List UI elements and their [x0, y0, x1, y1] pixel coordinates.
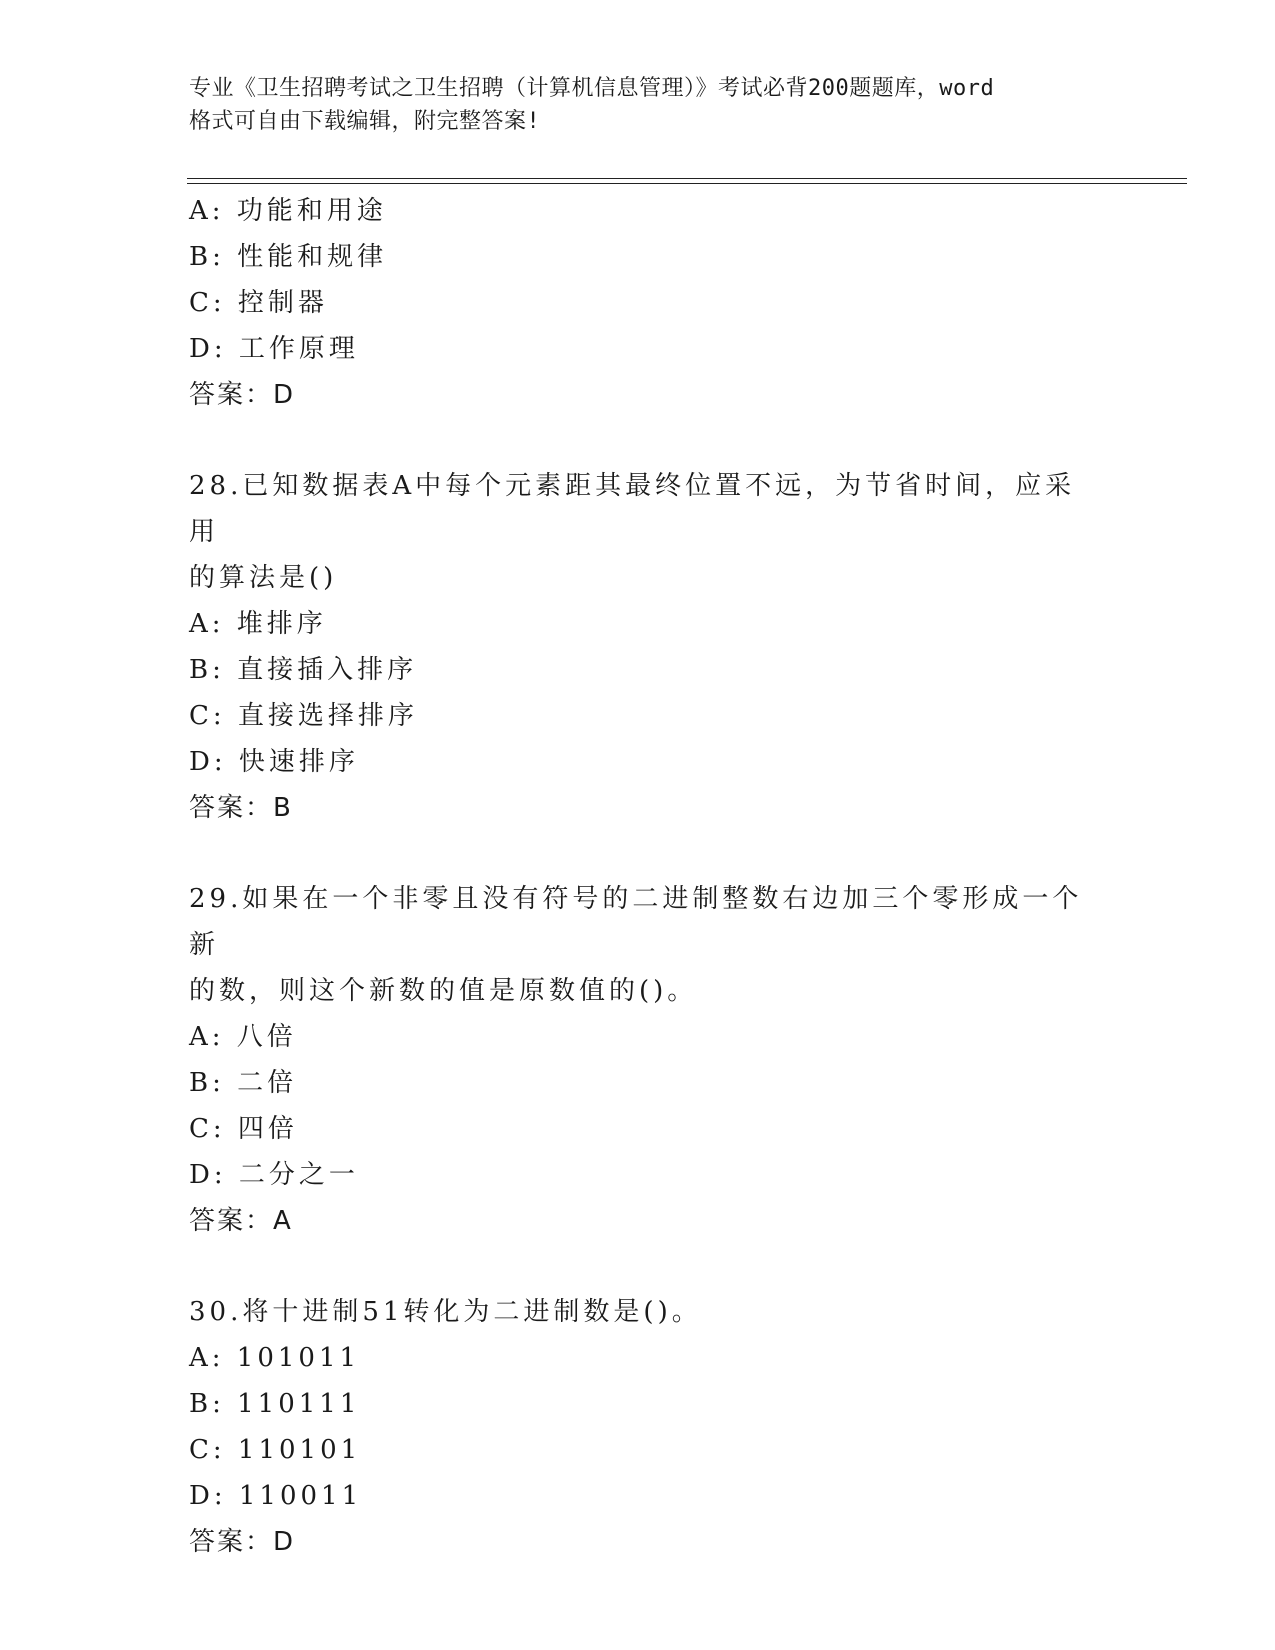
question-stem-line: 28.已知数据表A中每个元素距其最终位置不远，为节省时间，应采用 [189, 471, 1076, 547]
option-c: C: 控制器 [189, 288, 328, 318]
question-stem-line: 的算法是() [189, 563, 338, 593]
header-divider-bottom [187, 183, 1187, 184]
answer-line: 答案：B [189, 793, 293, 823]
question-list [189, 188, 1089, 1565]
option-a: A: 功能和用途 [189, 196, 387, 226]
question-27-continuation [189, 188, 1089, 418]
option-d: D: 工作原理 [189, 334, 359, 364]
header-line-1: 专业《卫生招聘考试之卫生招聘（计算机信息管理）》考试必背200题题库，word [189, 76, 995, 101]
spacer [189, 831, 1089, 876]
spacer [189, 418, 1089, 463]
answer-line: 答案：D [189, 1527, 296, 1557]
option-b: B: 性能和规律 [189, 242, 388, 272]
question-stem-line: 的数，则这个新数的值是原数值的()。 [189, 976, 698, 1006]
option-d: D: 110011 [189, 1481, 363, 1511]
header-divider-top [187, 178, 1187, 179]
question-stem-line: 30.将十进制51转化为二进制数是()。 [189, 1297, 702, 1327]
option-a: A: 101011 [189, 1343, 361, 1373]
spacer [189, 1244, 1089, 1289]
question-28 [189, 463, 1089, 831]
question-29 [189, 876, 1089, 1244]
option-b: B: 二倍 [189, 1068, 298, 1098]
option-a: A: 堆排序 [189, 609, 327, 639]
option-d: D: 二分之一 [189, 1160, 359, 1190]
option-c: C: 四倍 [189, 1114, 298, 1144]
answer-line: 答案：A [189, 1206, 293, 1236]
header-line-2: 格式可自由下载编辑，附完整答案! [189, 109, 541, 134]
option-d: D: 快速排序 [189, 747, 359, 777]
option-c: C: 直接选择排序 [189, 701, 418, 731]
option-c: C: 110101 [189, 1435, 362, 1465]
question-30 [189, 1289, 1089, 1565]
option-b: B: 110111 [189, 1389, 361, 1419]
document-header [189, 72, 1109, 138]
question-stem-line: 29.如果在一个非零且没有符号的二进制整数右边加三个零形成一个新 [189, 884, 1083, 960]
option-b: B: 直接插入排序 [189, 655, 418, 685]
answer-line: 答案：D [189, 380, 296, 410]
option-a: A: 八倍 [189, 1022, 297, 1052]
